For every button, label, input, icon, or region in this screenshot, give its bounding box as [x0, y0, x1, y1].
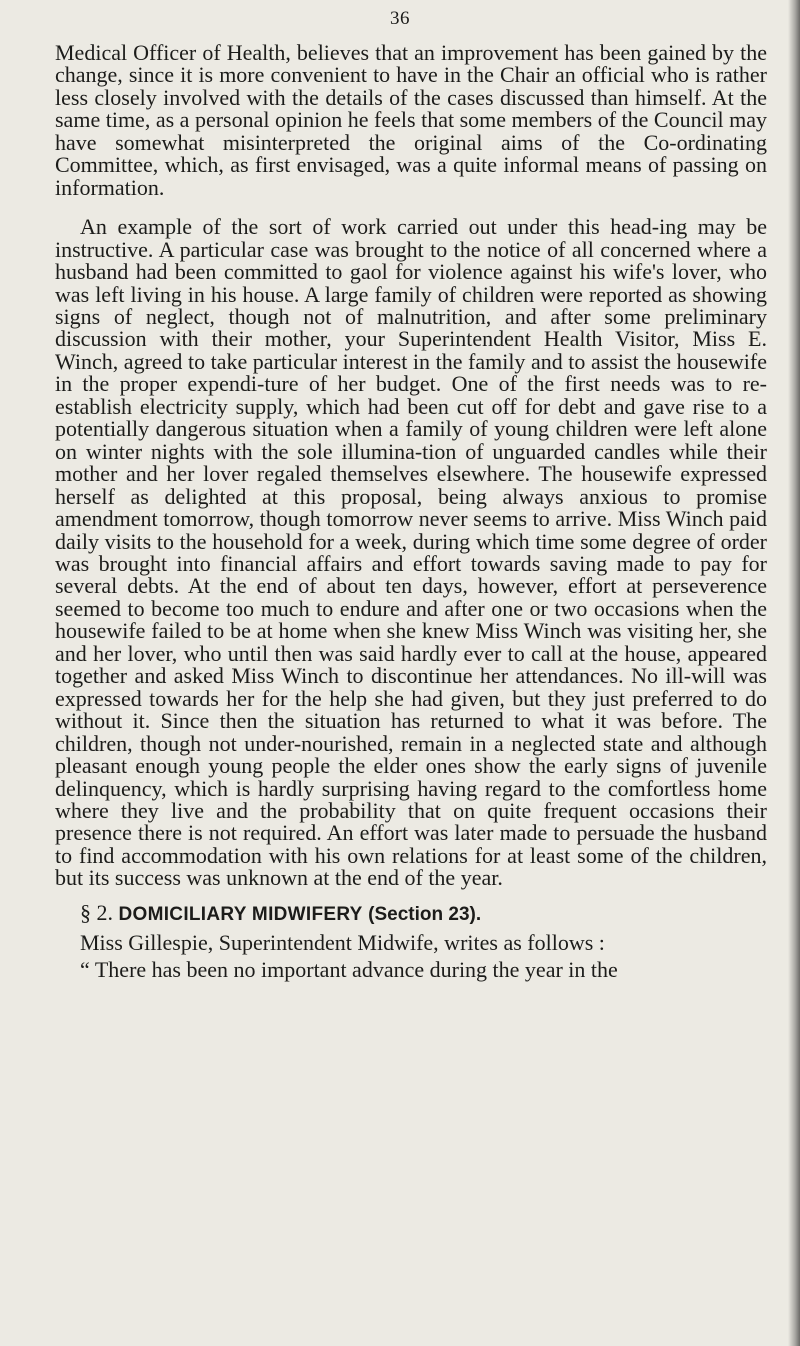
page-number: 36 — [390, 8, 410, 29]
section-reference: (Section 23). — [368, 903, 482, 925]
document-body — [55, 42, 767, 981]
paragraph-example-case: An example of the sort of work carried out under this head-ing may be instructive. A particular case was brought to the notice of all concerned where a husband had been committed to gaol for violence against his wife's lover, who was left living in his house. A large family of children were reported as showing signs of neglect, though not of malnutrition, and after some preliminary discussion with their mother, your Superintendent Health Visitor, Miss E. Winch, agreed to take particular interest in the family and to assist the housewife in the proper expendi-ture of her budget. One of the first needs was to re-establish electricity supply, which had been cut off for debt and gave rise to a potentially dangerous situation when a family of young children were left alone on winter nights with the sole illumina-tion of unguarded candles while their mother and her lover regaled themselves elsewhere. The housewife expressed herself as delighted at this proposal, being always anxious to promise amendment tomorrow, though tomorrow never seems to arrive. Miss Winch paid daily visits to the household for a week, during which time some degree of order was brought into financial affairs and effort towards saving made to pay for several debts. At the end of about ten days, however, effort at perseverence seemed to become too much to endure and after one or two occasions when the housewife failed to be at home when she knew Miss Winch was visiting her, she and her lover, who until then was said hardly ever to call at the house, appeared together and asked Miss Winch to discontinue her attendances. No ill-will was expressed towards her for the help she had given, but they just preferred to do without it. Since then the situation has returned to what it was before. The children, though not under-nourished, remain in a neglected state and although pleasant enough young people the elder ones show the early signs of juvenile delinquency, which is hardly surprising having regard to the comfortless home where they live and the probability that on quite frequent occasions their presence there is not required. An effort was later made to persuade the husband to find accommodation with his own relations for at least some of the children, but its success was unknown at the end of the year. — [55, 214, 767, 891]
paragraph-gillespie-intro: Miss Gillespie, Superintendent Midwife, writes as follows : — [80, 930, 605, 956]
paragraph-quote-start: “ There has been no important advance during the year in the — [80, 956, 618, 982]
section-number: § 2. — [80, 899, 113, 925]
section-heading — [55, 899, 767, 926]
scan-edge-shadow — [788, 0, 800, 1346]
paragraph-co-ordinating-committee: Medical Officer of Health, believes that an improvement has been gained by the change, since it is more convenient to have in the Chair an official who is rather less closely involved with the details of the cases discussed than himself. At the same time, as a personal opinion he feels that some members of the Council may have somewhat misinterpreted the original aims of the Co-ordinating Committee, which, as first envisaged, was a quite informal means of passing on information. — [55, 40, 767, 200]
section-title: DOMICILIARY MIDWIFERY — [118, 903, 363, 925]
